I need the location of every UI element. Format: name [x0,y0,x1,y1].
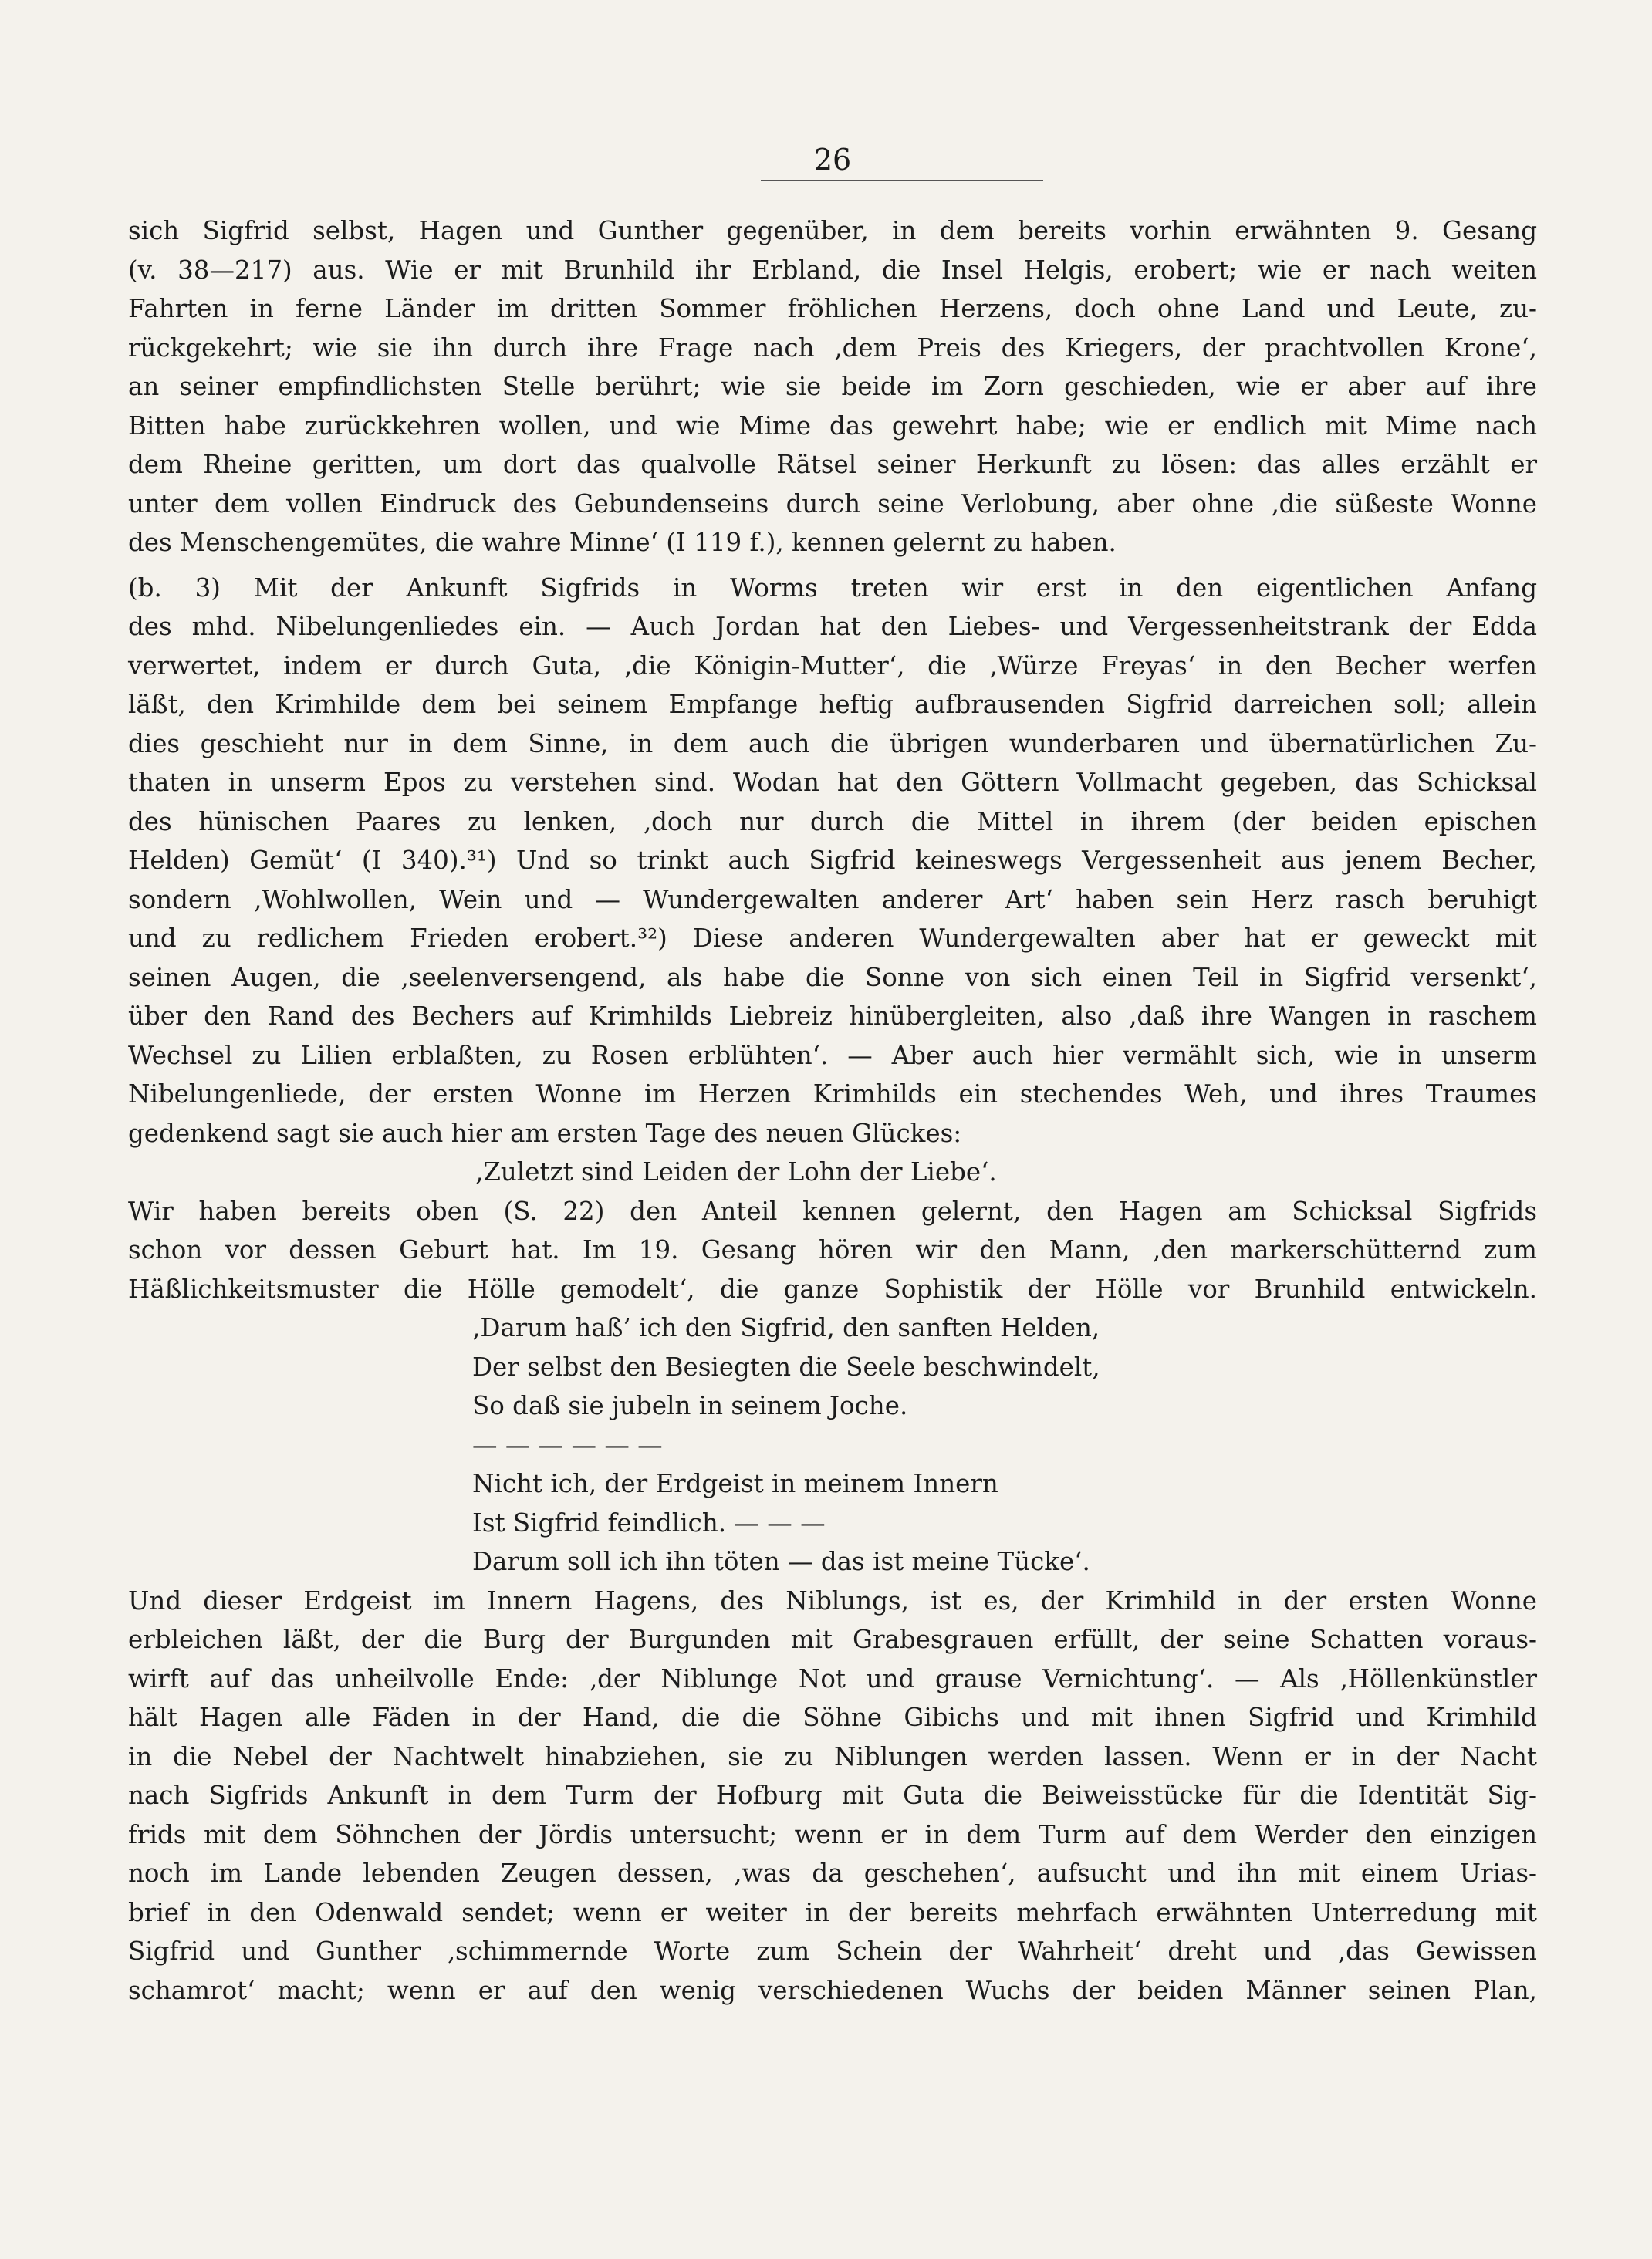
text-line: Und dieser Erdgeist im Innern Hagens, des Niblungs, ist es, der Krimhild in der ersten Wonne [128,1585,1537,1616]
verse-line: — — — — — — [472,1430,663,1460]
text-line: unter dem vollen Eindruck des Gebundenseins durch seine Verlobung, aber ohne ‚die süßeste Wonne [128,488,1537,518]
quote-line: ‚Zuletzt sind Leiden der Lohn der Liebe‘. [475,1157,997,1187]
text-line: Fahrten in ferne Länder im dritten Sommer fröhlichen Herzens, doch ohne Land und Leute, zu- [128,294,1537,323]
text-line: rückgekehrt; wie sie ihn durch ihre Frage nach ‚dem Preis des Kriegers, der prachtvollen Krone‘, [128,333,1537,363]
text-line: des mhd. Nibelungenliedes ein. — Auch Jordan hat den Liebes- und Vergessenheitstrank der Edda [128,612,1537,641]
page-number: 26 [813,143,852,177]
text-line: und zu redlichem Frieden erobert.³²) Diese anderen Wundergewalten aber hat er geweckt mit [128,924,1537,953]
text-line: Häßlichkeitsmuster die Hölle gemodelt‘, die ganze Sophistik der Hölle vor Brunhild entwickeln. [128,1274,1537,1304]
text-line: Sigfrid und Gunther ‚schimmernde Worte zum Schein der Wahrheit‘ dreht und ‚das Gewissen [128,1937,1537,1966]
text-line: Nibelungenliede, der ersten Wonne im Herzen Krimhilds ein stechendes Weh, und ihres Traumes [128,1079,1537,1109]
text-line: hält Hagen alle Fäden in der Hand, die die Söhne Gibichs und mit ihnen Sigfrid und Krimhild [128,1703,1537,1732]
text-line: Helden) Gemüt‘ (I 340).³¹) Und so trinkt auch Sigfrid keineswegs Vergessenheit aus jenem Becher, [128,846,1537,875]
text-line: dem Rheine geritten, um dort das qualvolle Rätsel seiner Herkunft zu lösen: das alles erzählt er [128,450,1537,479]
text-line: thaten in unserm Epos zu verstehen sind. Wodan hat den Göttern Vollmacht gegeben, das Schicksal [128,768,1537,797]
verse-line: Der selbst den Besiegten die Seele beschwindelt, [472,1352,1100,1382]
body-text [128,211,1537,2010]
text-line: an seiner empfindlichsten Stelle berührt; wie sie beide im Zorn geschieden, wie er aber auf ihre [128,372,1537,401]
text-line: über den Rand des Bechers auf Krimhilds Liebreiz hinübergleiten, also ‚daß ihre Wangen in raschem [128,1001,1537,1031]
text-line: sondern ‚Wohlwollen, Wein und — Wundergewalten anderer Art‘ haben sein Herz rasch beruhigt [128,884,1537,914]
verse-line: Nicht ich, der Erdgeist in meinem Innern [472,1469,998,1498]
text-line: seinen Augen, die ‚seelenversengend, als habe die Sonne von sich einen Teil in Sigfrid versenkt‘, [128,962,1537,992]
text-line: (b. 3) Mit der Ankunft Sigfrids in Worms treten wir erst in den eigentlichen Anfang [128,572,1537,603]
text-line: frids mit dem Söhnchen der Jördis untersucht; wenn er in dem Turm auf dem Werder den einzigen [128,1819,1537,1849]
verse-line: Ist Sigfrid feindlich. — — — [472,1508,826,1538]
text-line: gedenkend sagt sie auch hier am ersten Tage des neuen Glückes: [128,1118,962,1148]
header-rule [761,180,1043,181]
text-line: Wir haben bereits oben (S. 22) den Anteil kennen gelernt, den Hagen am Schicksal Sigfrids [128,1196,1537,1226]
verse-line: Darum soll ich ihn töten — das ist meine Tücke‘. [472,1547,1090,1576]
text-line: wirft auf das unheilvolle Ende: ‚der Niblunge Not und grause Vernichtung‘. — Als ‚Höllenkünstler [128,1663,1537,1693]
text-line: des Menschengemütes, die wahre Minne‘ (I 119 f.), kennen gelernt zu haben. [128,528,1117,557]
text-line: noch im Lande lebenden Zeugen dessen, ‚was da geschehen‘, aufsucht und ihn mit einem Urias- [128,1859,1537,1888]
text-line: sich Sigfrid selbst, Hagen und Gunther gegenüber, in dem bereits vorhin erwähnten 9. Gesang [128,216,1537,245]
text-line: schon vor dessen Geburt hat. Im 19. Gesang hören wir den Mann, ‚den markerschütternd zum [128,1235,1537,1265]
text-line: läßt, den Krimhilde dem bei seinem Empfange heftig aufbrausenden Sigfrid darreichen soll; allein [128,690,1537,719]
text-line: (v. 38—217) aus. Wie er mit Brunhild ihr Erbland, die Insel Helgis, erobert; wie er nach weiten [128,255,1537,285]
text-line: schamrot‘ macht; wenn er auf den wenig verschiedenen Wuchs der beiden Männer seinen Plan, [128,1975,1537,2005]
text-line: in die Nebel der Nachtwelt hinabziehen, sie zu Niblungen werden lassen. Wenn er in der Nacht [128,1741,1537,1771]
text-line: brief in den Odenwald sendet; wenn er weiter in der bereits mehrfach erwähnten Unterredung mit [128,1897,1537,1927]
verse-line: ‚Darum haß’ ich den Sigfrid, den sanften Helden, [472,1313,1100,1342]
verse-line: So daß sie jubeln in seinem Joche. [472,1391,908,1420]
text-line: Wechsel zu Lilien erblaßten, zu Rosen erblühten‘. — Aber auch hier vermählt sich, wie in unserm [128,1040,1537,1070]
text-line: nach Sigfrids Ankunft in dem Turm der Hofburg mit Guta die Beiweisstücke für die Identität Sig- [128,1781,1537,1810]
text-line: dies geschieht nur in dem Sinne, in dem auch die übrigen wunderbaren und übernatürlichen Zu- [128,728,1537,758]
text-line: verwertet, indem er durch Guta, ‚die Königin-Mutter‘, die ‚Würze Freyas‘ in den Becher werfen [128,650,1537,680]
text-line: erbleichen läßt, der die Burg der Burgunden mit Grabesgrauen erfüllt, der seine Schatten voraus- [128,1625,1537,1654]
paragraph-gap [128,562,1537,569]
text-line: Bitten habe zurückkehren wollen, und wie Mime das gewehrt habe; wie er endlich mit Mime nach [128,410,1537,441]
text-line: des hünischen Paares zu lenken, ‚doch nur durch die Mittel in ihrem (der beiden epischen [128,806,1537,836]
